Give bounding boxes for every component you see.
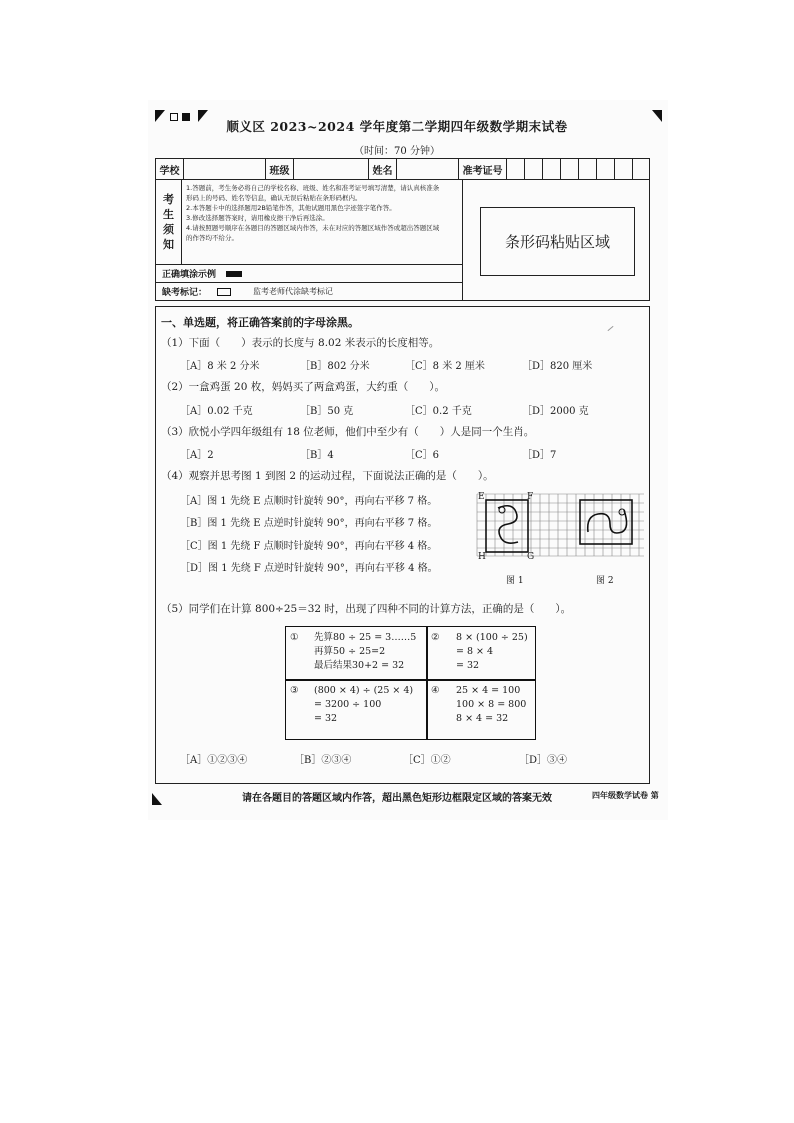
exam-id-digit[interactable]: [579, 159, 597, 179]
option-d[interactable]: ［D］2000 克: [522, 406, 589, 417]
method-4: [456, 684, 526, 726]
question-stem: （1）下面（ ）表示的长度与 8.02 米表示的长度相等。: [161, 337, 440, 349]
method-3: [314, 684, 413, 726]
table-divider: [426, 627, 428, 739]
method-2-number: ②: [431, 632, 440, 643]
option-b[interactable]: ［B］50 克: [300, 406, 354, 417]
option-d[interactable]: ［D］③④: [519, 755, 568, 766]
method-line: 最后结果30+2 = 32: [314, 660, 405, 671]
method-line: = 3200 ÷ 100: [314, 699, 382, 710]
class-label: 班级: [266, 159, 294, 179]
notice-label-char: 知: [163, 238, 174, 251]
class-field[interactable]: [294, 159, 369, 179]
option-c[interactable]: ［C］0.2 千克: [405, 406, 472, 417]
absent-checkbox[interactable]: [217, 288, 231, 296]
exam-time: （时间：70 分钟）: [354, 146, 440, 157]
option-b[interactable]: ［B］图 1 先绕 E 点逆时针旋转 90°，再向右平移 7 格。: [180, 518, 438, 529]
notice-line: 4.请按照题号顺序在各题目的答题区域内作答，未在对应的答题区域作答或超出答题区域: [186, 224, 440, 232]
absent-row: [155, 283, 463, 301]
method-line: 先算80 ÷ 25 = 3……5: [314, 632, 417, 643]
method-line: = 8 × 4: [456, 646, 494, 657]
methods-table: [285, 626, 536, 740]
notice-line: 2.本答题卡中的选择题用2B铅笔作答，其他试题用黑色字迹签字笔作答。: [186, 204, 396, 212]
exam-id-digit[interactable]: [615, 159, 633, 179]
name-field[interactable]: [397, 159, 459, 179]
method-line: = 32: [456, 660, 480, 671]
notice-label-char: 须: [163, 223, 174, 236]
exam-id-label: 准考证号: [459, 159, 507, 179]
method-line: (800 × 4) ÷ (25 × 4): [314, 685, 414, 696]
candidate-notice: [155, 180, 463, 265]
footer-instruction: 请在各题目的答题区域内作答，超出黑色矩形边框限定区域的答案无效: [242, 793, 552, 804]
method-3-number: ③: [290, 685, 299, 696]
option-a[interactable]: ［A］8 米 2 分米: [180, 361, 260, 372]
option-b[interactable]: ［B］802 分米: [300, 361, 370, 372]
point-g-label: G: [527, 552, 535, 562]
barcode-area: 条形码粘贴区域: [480, 207, 635, 276]
method-line: 100 × 8 = 800: [456, 699, 527, 710]
option-a[interactable]: ［A］①②③④: [180, 755, 248, 766]
question-stem: （4）观察并思考图 1 到图 2 的运动过程，下面说法正确的是（ ）。: [161, 470, 494, 482]
method-2: [456, 631, 528, 673]
question-stem: （5）同学们在计算 800÷25＝32 时，出现了四种不同的计算方法，正确的是（ ）。: [161, 603, 572, 615]
table-divider: [286, 679, 535, 681]
exam-title: 顺义区 2023~2024 学年度第二学期四年级数学期末试卷: [226, 119, 568, 134]
grid-diagram: [472, 492, 647, 560]
question-stem: （3）欣悦小学四年级组有 18 位老师，他们中至少有（ ）人是同一个生肖。: [161, 426, 535, 438]
method-line: 25 × 4 = 100: [456, 685, 521, 696]
option-c[interactable]: ［C］图 1 先绕 F 点顺时针旋转 90°，再向右平移 4 格。: [180, 541, 438, 552]
method-line: = 32: [314, 713, 338, 724]
student-info-row: [155, 158, 650, 180]
footer-page: 四年级数学试卷 第: [592, 790, 659, 800]
notice-label-char: 生: [163, 208, 174, 221]
rotation-figure: [472, 492, 647, 586]
option-c[interactable]: ［C］8 米 2 厘米: [405, 361, 485, 372]
notice-line: 的作答均不给分。: [186, 234, 238, 242]
school-field[interactable]: [184, 159, 266, 179]
fill-example-row: [155, 265, 463, 283]
exam-id-digit[interactable]: [597, 159, 615, 179]
absent-label: 缺考标记：: [162, 288, 208, 298]
notice-label-char: 考: [163, 193, 174, 206]
option-b[interactable]: ［B］4: [300, 450, 334, 461]
method-1: [314, 631, 416, 673]
option-d[interactable]: ［D］7: [522, 450, 557, 461]
method-1-number: ①: [290, 632, 299, 643]
notice-line: 3.修改选择题答案时，请用橡皮擦干净后再选涂。: [186, 214, 329, 222]
absent-note: 监考老师代涂缺考标记: [253, 287, 334, 296]
fill-example-label: 正确填涂示例: [162, 270, 217, 280]
option-a[interactable]: ［A］0.02 千克: [180, 406, 253, 417]
point-f-label: F: [527, 492, 534, 502]
figure-1-label: 图 1: [506, 576, 524, 586]
name-label: 姓名: [369, 159, 397, 179]
notice-text: [182, 180, 462, 264]
exam-id-digit[interactable]: [561, 159, 579, 179]
option-a[interactable]: ［A］2: [180, 450, 214, 461]
option-c[interactable]: ［C］6: [405, 450, 440, 461]
exam-id-digit[interactable]: [525, 159, 543, 179]
exam-id-digit[interactable]: [543, 159, 561, 179]
option-a[interactable]: ［A］图 1 先绕 E 点顺时针旋转 90°，再向右平移 7 格。: [180, 496, 438, 507]
option-d[interactable]: ［D］820 厘米: [522, 361, 593, 372]
question-stem: （2）一盒鸡蛋 20 枚，妈妈买了两盒鸡蛋，大约重（ ）。: [161, 381, 445, 393]
method-line: 8 × 4 = 32: [456, 713, 509, 724]
point-h-label: H: [478, 552, 486, 562]
section-title: 一、单选题，将正确答案前的字母涂黑。: [161, 316, 359, 329]
notice-line: 形码上的号码、姓名等信息，确认无误后粘贴在条形码框内。: [186, 194, 362, 202]
notice-label: [156, 180, 182, 264]
notice-line: 1.答题前，考生务必将自己的学校名称、班级、姓名和准考证号填写清楚，请认真核准条: [186, 184, 440, 192]
school-label: 学校: [156, 159, 184, 179]
option-d[interactable]: ［D］图 1 先绕 F 点逆时针旋转 90°，再向右平移 4 格。: [180, 563, 438, 574]
method-line: 再算50 ÷ 25=2: [314, 646, 386, 657]
exam-id-digit[interactable]: [633, 159, 649, 179]
point-e-label: E: [478, 492, 485, 502]
method-4-number: ④: [431, 685, 440, 696]
exam-id-digit[interactable]: [507, 159, 525, 179]
option-c[interactable]: ［C］①②: [403, 755, 451, 766]
figure-2-label: 图 2: [596, 576, 614, 586]
method-line: 8 × (100 ÷ 25): [456, 632, 528, 643]
filled-mark-icon: [226, 271, 242, 277]
option-b[interactable]: ［B］②③④: [294, 755, 352, 766]
